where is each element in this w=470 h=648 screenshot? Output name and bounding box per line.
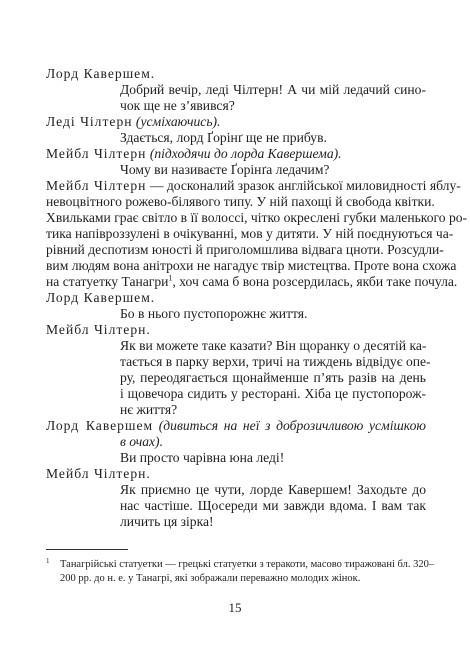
speaker-line [46,66,426,82]
speaker-name: Леді Чілтерн [46,114,133,129]
stage-direction: (усміхаючись). [135,114,221,129]
footnote-text: 200 рр. до н. е. у Танагрі, які зображали переважно молодих жінок. [60,573,361,584]
speaker-line [46,322,426,338]
speaker-name: Лорд Кавершем [46,418,154,433]
speaker-name: Мейбл Чілтерн [46,146,147,161]
description-line: вим людям вона анітрохи не нагадує твір мистецтва. Проте вона схожа [46,258,457,273]
dialogue-line: тається в парку верхи, тричі на тиждень відвідує опе- [120,354,431,369]
description-line: тика напівроззулені в очікуванні, мов у дитяти. У ній поєднуються ча- [46,226,454,241]
description-text: — досконалий зразок англійської миловидності яблу- [146,178,461,193]
dialogue-line: нє життя? [120,402,178,417]
dialogue-line: Як приємно це чути, лорде Кавершем! Заходьте до [120,482,426,497]
dialogue-line: Ви просто чарівна юна леді! [120,450,285,465]
footnote-divider [46,549,128,550]
dialogue-line: і щовечора сидить у ресторані. Хіба це пустопорож- [120,386,426,401]
description-line [46,273,458,290]
footnote-text: Танагрійські статуетки — грецькі статуетки з теракоти, масово тиражовані бл. 320– [60,559,435,570]
description-text: , хоч сама б вона розсердилась, якби таке почула. [172,274,458,289]
dialogue-line: ру, переодягається щонайменше п’ять разів на день [120,370,426,385]
dialogue-line: Бо в нього пустопорожнє життя. [120,306,308,321]
footnote: 1 Танагрійські статуетки — грецькі статуетки з теракоти, масово тиражовані бл. 320– [46,556,435,570]
description-line: невоцвітного рожево-білявого типу. У ній пахощі й свобода квітки. [46,194,435,209]
dialogue-line: нас частіше. Щосереди ми завжди вдома. І вам так [120,498,426,513]
dialogue-line: Чому ви називаєте Ґорінґа ледачим? [120,162,330,177]
speaker-line [46,114,426,130]
speaker-name: Лорд Кавершем. [46,66,156,81]
dialogue-line: личить ця зірка! [120,514,214,529]
page-number: 15 [228,600,242,615]
dialogue-line: чок ще не з’явився? [120,98,235,113]
speaker-line [46,146,426,162]
description-line [46,178,461,194]
speaker-line [46,466,426,482]
dialogue-line: Добрий вечір, леді Чілтерн! А чи мій ледачий сино- [120,82,426,97]
description-line: Хвильками грає світло в її волоссі, чітко окреслені губки маленького ро- [46,210,468,225]
dialogue-line: Як ви можете таке казати? Він щоранку о десятій ка- [120,338,427,353]
speaker-name: Мейбл Чілтерн. [46,466,151,481]
speaker-name: Лорд Кавершем. [46,290,156,305]
description-line: рівний деспотизм юності й приголомшлива відвага цноти. Розсудли- [46,242,444,257]
speaker-name: Мейбл Чілтерн. [46,322,151,337]
speaker-name: Мейбл Чілтерн [46,178,147,193]
stage-direction: (дивиться на неї з доброзичливою усмішкою [158,418,426,433]
description-text: на статуетку Танагри [46,274,169,289]
dialogue-line: Здається, лорд Ґорінґ ще не прибув. [120,130,327,145]
stage-direction: в очах). [120,434,163,449]
stage-direction: (підходячи до лорда Кавершема). [149,146,342,161]
footnote-reference[interactable]: 1 [168,273,173,283]
speaker-line [46,418,426,434]
speaker-line [46,290,426,306]
